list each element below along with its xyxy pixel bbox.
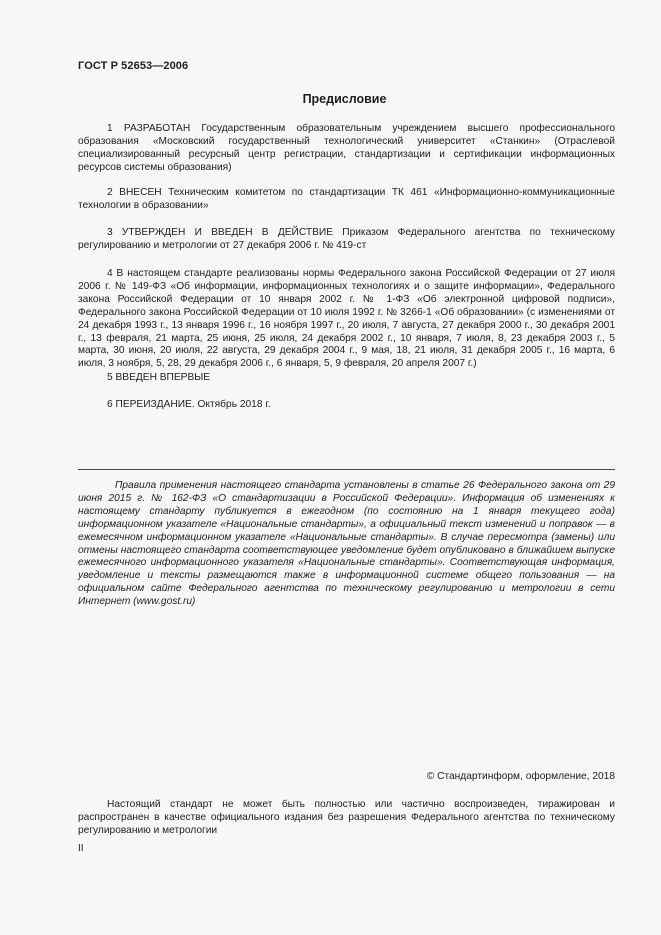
paragraph-legal-norms: 4 В настоящем стандарте реализованы нормы Федерального закона Российской Федерации от 27 июля 2006 г. № 149-ФЗ «Об информации, информационных технологиях и о защите информации», Федерального закона Российской Федерации от 10 января 2002 г. № 1-ФЗ «Об электронной цифровой подписи», Федерального закона Российской Федерации от 10 июля 1992 г. № 3266-1 «Об образовании» (с изменениями от 24 декабря 1993 г., 13 января 1996 г., 16 ноября 1997 г., 20 июля, 7 августа, 27 декабря 2000 г., 30 декабря 2001 г., 13 февраля, 21 марта, 25 июня, 25 июля, 24 декабря 2002 г., 10 января, 7 июля, 8, 23 декабря 2003 г., 5 марта, 30 июня, 20 июля, 22 августа, 29 декабря 2004 г., 9 мая, 18, 21 июля, 31 декабря 2005 г., 16 марта, 6 июля, 3 ноября, 5, 28, 29 декабря 2006 г., 6 января, 5, 9 февраля, 20 апреля 2007 г.) (78, 268, 615, 370)
standardization-notice: Правила применения настоящего стандарта установлены в статье 26 Федерального закона от 29 июня 2015 г. № 162-ФЗ «О стандартизации в Российской Федерации». Информация об изменениях к настоящему стандарту публикуется в ежегодном (по состоянию на 1 января текущего года) информационном указателе «Национальные стандарты», а официальный текст изменений и поправок — в ежемесячном информационном указателе «Национальные стандарты». В случае пересмотра (замены) или отмены настоящего стандарта соответствующее уведомление будет опубликовано в ближайшем выпуске ежемесячного информационного указателя «Национальные стандарты». Соответствующая информация, уведомление и тексты размещаются также в информационной системе общего пользования — на официальном сайте Федерального агентства по техническому регулированию и метрологии в сети Интернет (www.gost.ru) (78, 480, 615, 608)
paragraph-first-introduced: 5 ВВЕДЕН ВПЕРВЫЕ (107, 372, 211, 383)
paragraph-reissue: 6 ПЕРЕИЗДАНИЕ. Октябрь 2018 г. (107, 399, 271, 410)
paragraph-developed-by: 1 РАЗРАБОТАН Государственным образовательным учреждением высшего профессионального образования «Московский государственный технологический университет «Станкин» (Отраслевой специализированный ресурсный центр регистрации, стандартизации и сертификации информационных ресурсов системы образования) (78, 123, 615, 173)
document-code: ГОСТ Р 52653—2006 (78, 60, 189, 72)
notice-divider (78, 469, 615, 470)
page-number: II (78, 843, 84, 854)
section-title: Предисловие (302, 92, 387, 106)
rights-statement: Настоящий стандарт не может быть полностью или частично воспроизведен, тиражирован и распространен в качестве официального издания без разрешения Федерального агентства по техническому регулированию и метрологии (78, 799, 615, 836)
paragraph-approved: 3 УТВЕРЖДЕН И ВВЕДЕН В ДЕЙСТВИЕ Приказом Федерального агентства по техническому регулированию и метрологии от 27 декабря 2006 г. № 419-ст (78, 227, 615, 251)
paragraph-submitted-by: 2 ВНЕСЕН Техническим комитетом по стандартизации ТК 461 «Информационно-коммуникационные технологии в образовании» (78, 187, 615, 211)
copyright-line: © Стандартинформ, оформление, 2018 (426, 771, 615, 782)
